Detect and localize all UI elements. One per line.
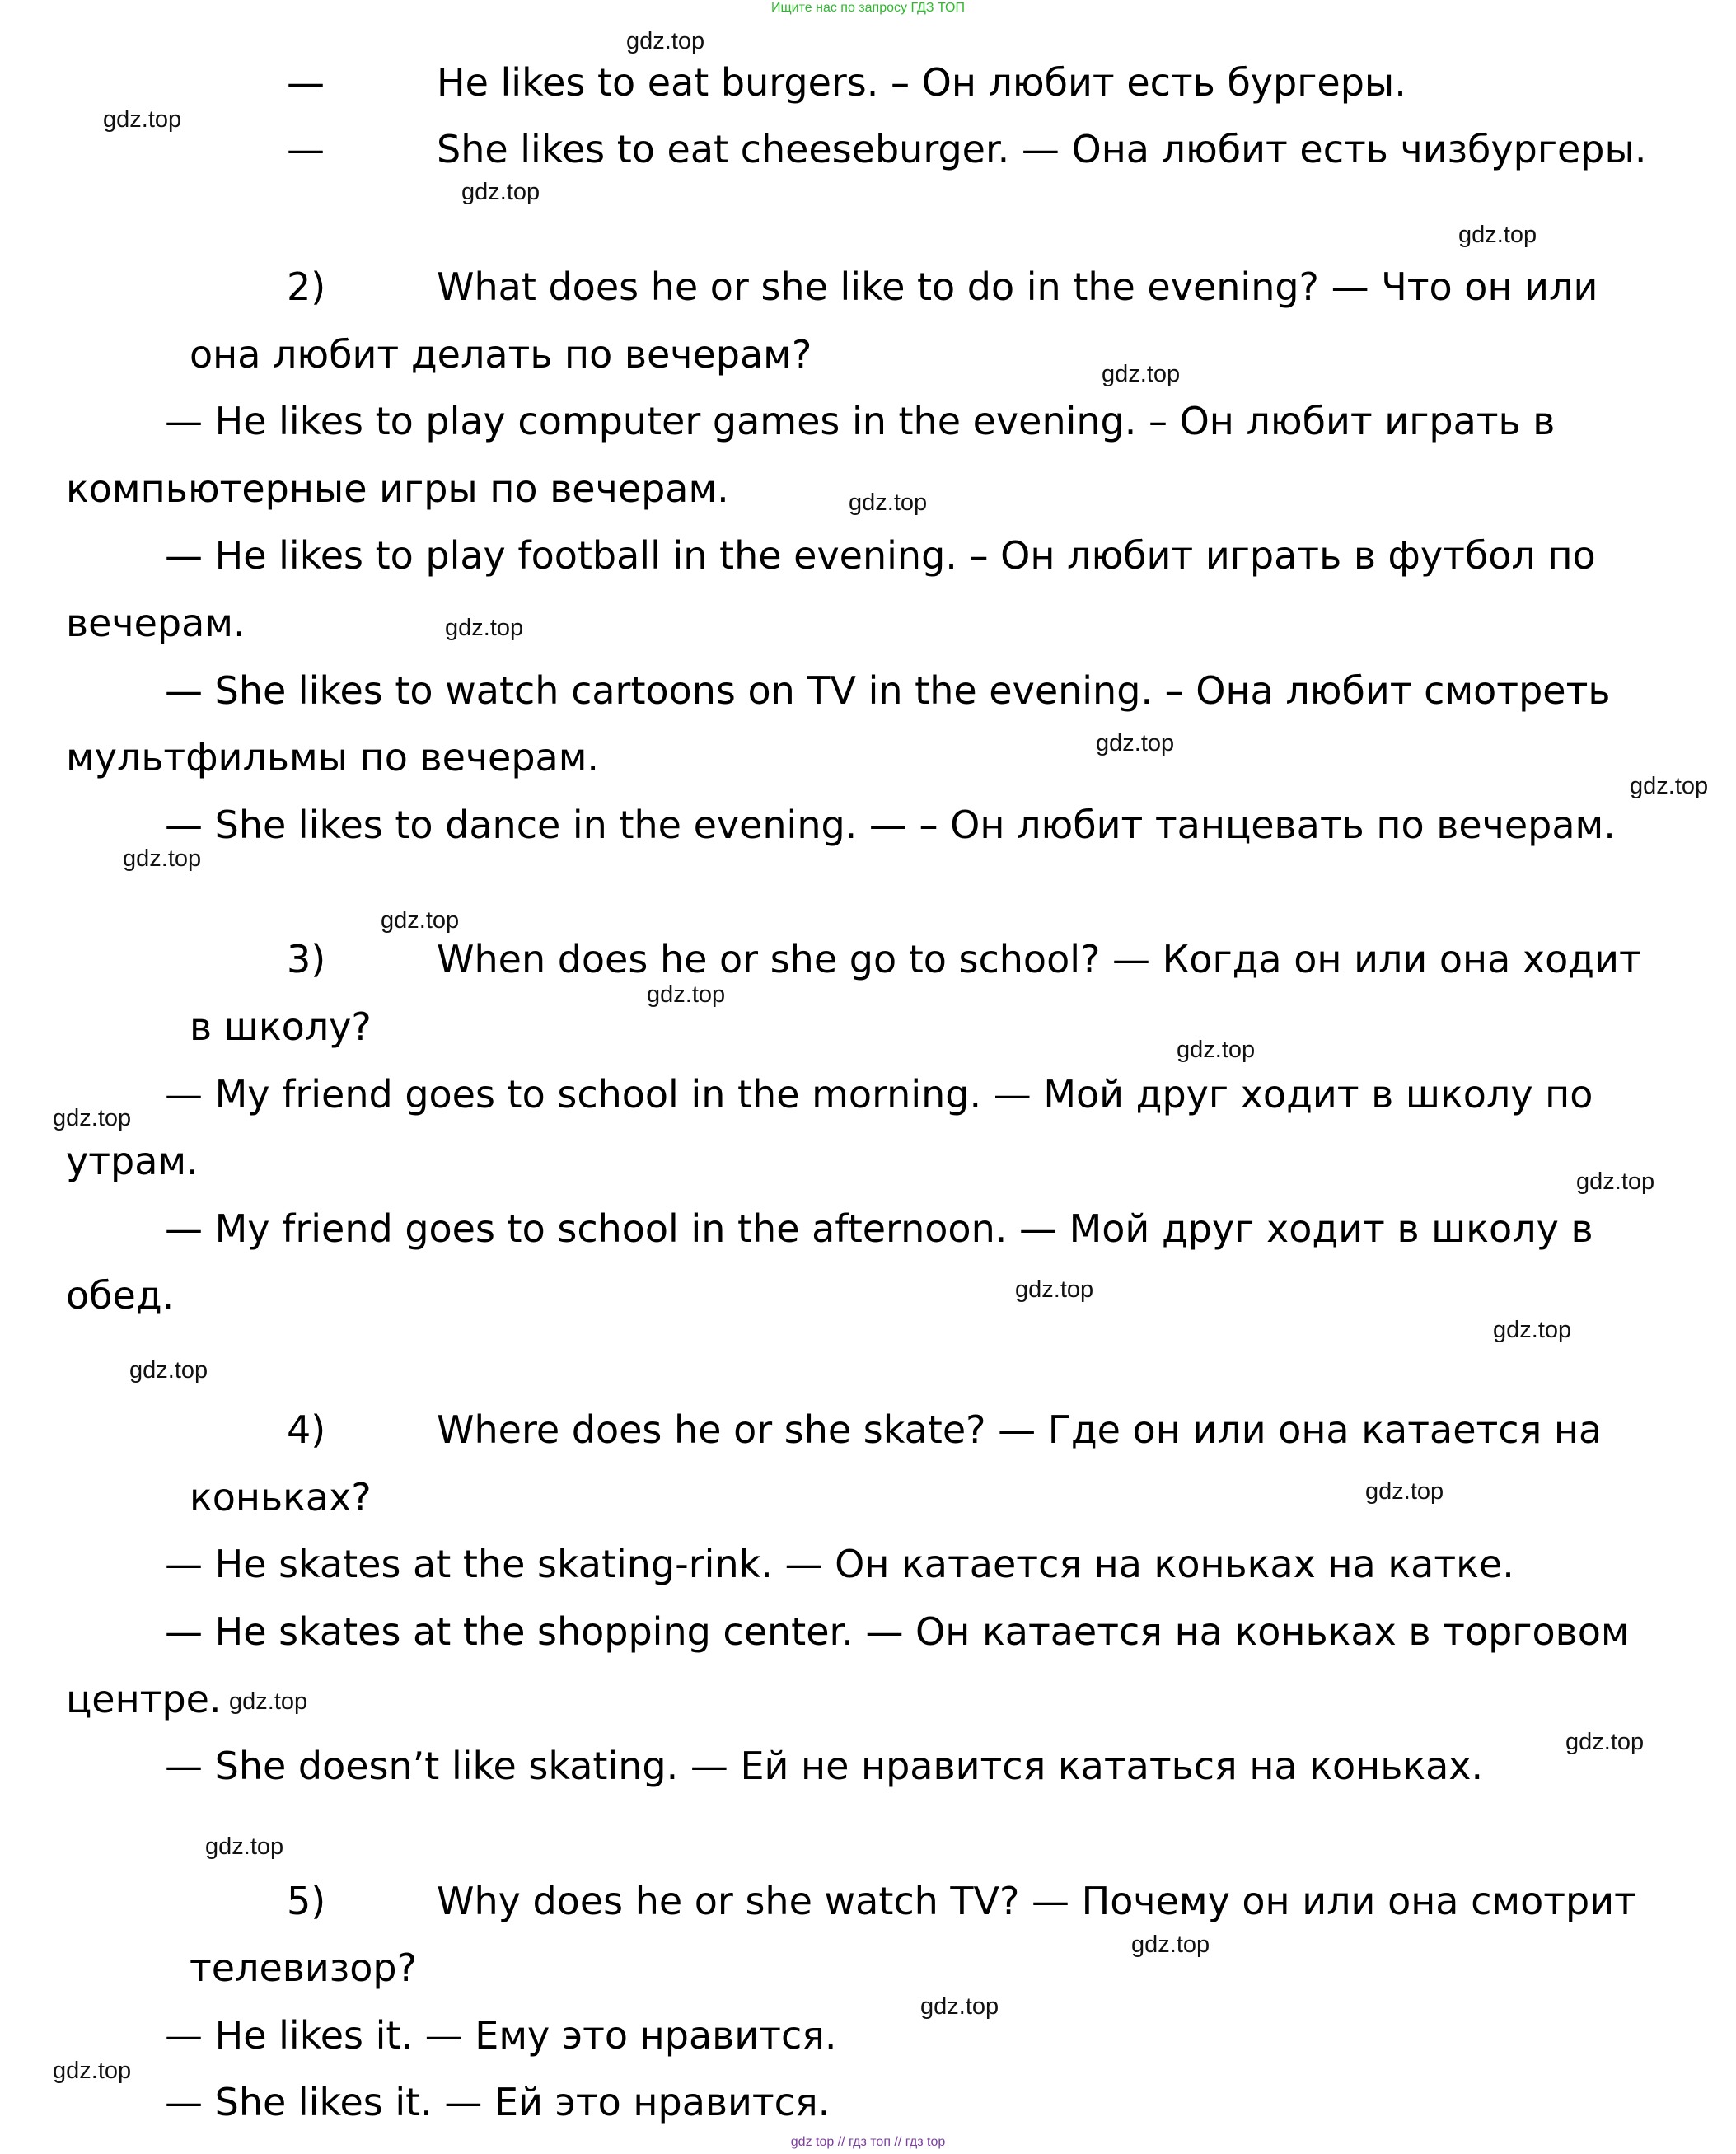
answer-line: He likes to eat burgers. – Он любит есть бургеры. [437, 60, 1406, 105]
watermark: gdz.top [647, 981, 726, 1008]
watermark: gdz.top [53, 1105, 132, 1131]
watermark: gdz.top [381, 907, 460, 934]
answer-line-continued: утрам. [66, 1139, 199, 1183]
answer-line: — She likes to dance in the evening. — – Он любит танцевать по вечерам. [165, 803, 1616, 847]
watermark: gdz.top [205, 1833, 284, 1860]
answer-line: — She doesn’t like skating. — Ей не нравится кататься на коньках. [165, 1744, 1484, 1788]
answer-line: — My friend goes to school in the morning. — Мой друг ходит в школу по [165, 1072, 1593, 1117]
question-number: 2) [287, 265, 326, 309]
watermark: gdz.top [129, 1357, 208, 1384]
question-text: Where does he or she skate? — Где он или она катается на [437, 1407, 1603, 1452]
question-text: Why does he or she watch TV? — Почему он или она смотрит [437, 1879, 1636, 1923]
answer-line: — He likes to play computer games in the evening. – Он любит играть в [165, 399, 1556, 443]
watermark: gdz.top [1102, 361, 1181, 387]
question-text-continued: телевизор? [190, 1946, 418, 1990]
answer-line-continued: центре. [66, 1677, 222, 1721]
watermark: gdz.top [626, 28, 705, 54]
watermark: gdz.top [1493, 1317, 1572, 1343]
watermark: gdz.top [53, 2058, 132, 2084]
watermark: gdz.top [1015, 1276, 1094, 1303]
bottom-banner: gdz top // гдз топ // гдз top [790, 2135, 946, 2149]
answer-line: — He skates at the skating-rink. — Он катается на коньках на катке. [165, 1542, 1514, 1586]
answer-line-continued: компьютерные игры по вечерам. [66, 466, 729, 511]
watermark: gdz.top [920, 1993, 999, 2020]
question-text-continued: в школу? [190, 1004, 372, 1049]
watermark: gdz.top [1365, 1478, 1444, 1505]
watermark: gdz.top [1177, 1037, 1256, 1063]
answer-line: — He skates at the shopping center. — Он катается на коньках в торговом [165, 1609, 1630, 1654]
question-number: 4) [287, 1407, 326, 1452]
answer-line-continued: обед. [66, 1273, 175, 1318]
question-text-continued: она любит делать по вечерам? [190, 332, 812, 377]
watermark: gdz.top [849, 489, 928, 516]
watermark: gdz.top [445, 615, 524, 641]
dash-marker: — [287, 60, 325, 105]
answer-line-continued: мультфильмы по вечерам. [66, 735, 600, 780]
question-text: When does he or she go to school? — Когда он или она ходит [437, 937, 1641, 981]
watermark: gdz.top [1565, 1729, 1645, 1755]
dash-marker: — [287, 127, 325, 171]
watermark: gdz.top [461, 179, 540, 205]
answer-line: — She likes to watch cartoons on TV in the evening. – Она любит смотреть [165, 668, 1611, 713]
watermark: gdz.top [1131, 1932, 1210, 1958]
watermark: gdz.top [1576, 1168, 1655, 1195]
watermark: gdz.top [229, 1688, 308, 1715]
watermark: gdz.top [103, 106, 182, 133]
answer-line: — He likes it. — Ему это нравится. [165, 2013, 837, 2058]
watermark: gdz.top [123, 845, 202, 872]
watermark: gdz.top [1096, 730, 1175, 756]
answer-line: — He likes to play football in the evening. – Он любит играть в футбол по [165, 533, 1596, 578]
watermark: gdz.top [1458, 222, 1537, 248]
question-text: What does he or she like to do in the evening? — Что он или [437, 265, 1598, 309]
answer-line-continued: вечерам. [66, 601, 246, 645]
question-number: 5) [287, 1879, 326, 1923]
question-number: 3) [287, 937, 326, 981]
top-banner: Ищите нас по запросу ГДЗ ТОП [771, 1, 965, 15]
answer-line: — My friend goes to school in the afternoon. — Мой друг ходит в школу в [165, 1206, 1593, 1251]
question-text-continued: коньках? [190, 1475, 372, 1520]
watermark: gdz.top [1630, 773, 1709, 799]
answer-line: — She likes it. — Ей это нравится. [165, 2080, 831, 2124]
answer-line: She likes to eat cheeseburger. — Она любит есть чизбургеры. [437, 127, 1647, 171]
